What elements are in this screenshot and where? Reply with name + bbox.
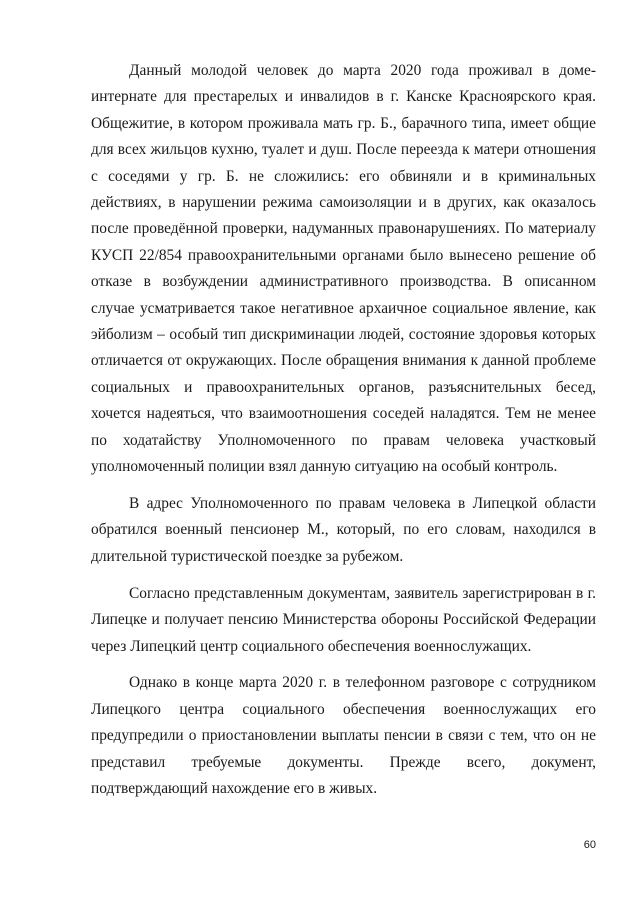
paragraph-2: В адрес Уполномоченного по правам человека в Липецкой области обратился военный пенсионер М., который, по его словам, находился в длительной туристической поездке за рубежом. [91,495,596,565]
body-text [91,58,596,802]
paragraph-4: Однако в конце марта 2020 г. в телефонном разговоре с сотрудником Липецкого центра социального обеспечения военнослужащих его предупредили о приостановлении выплаты пенсии в связи с тем, что он не представил требуемые документы. Прежде всего, документ, подтверждающий нахождение его в живых. [91,674,596,798]
paragraph-1: Данный молодой человек до марта 2020 года проживал в доме-интернате для престарелых и инвалидов в г. Канске Красноярского края. Общежитие, в котором проживала мать гр. Б., барачного типа, имеет общие для всех жильцов кухню, туалет и душ. После переезда к матери отношения с соседями у гр. Б. не сложились: его обвиняли и в криминальных действиях, в нарушении режима самоизоляции и в других, как оказалось после проведённой проверки, надуманных правонарушениях. По материалу КУСП 22/854 правоохранительными органами было вынесено решение об отказе в возбуждении административного производства. В описанном случае усматривается такое негативное архаичное социальное явление, как эйболизм – особый тип дискриминации людей, состояние здоровья которых отличается от окружающих. После обращения внимания к данной проблеме социальных и правоохранительных органов, разъяснительных бесед, хочется надеяться, что взаимоотношения соседей наладятся. Тем не менее по ходатайству Уполномоченного по правам человека участковый уполномоченный полиции взял данную ситуацию на особый контроль. [91,62,596,476]
page-number: 60 [583,839,596,851]
paragraph-3: Согласно представленным документам, заявитель зарегистрирован в г. Липецке и получает пенсию Министерства обороны Российской Федерации через Липецкий центр социального обеспечения военнослужащих. [91,584,596,655]
